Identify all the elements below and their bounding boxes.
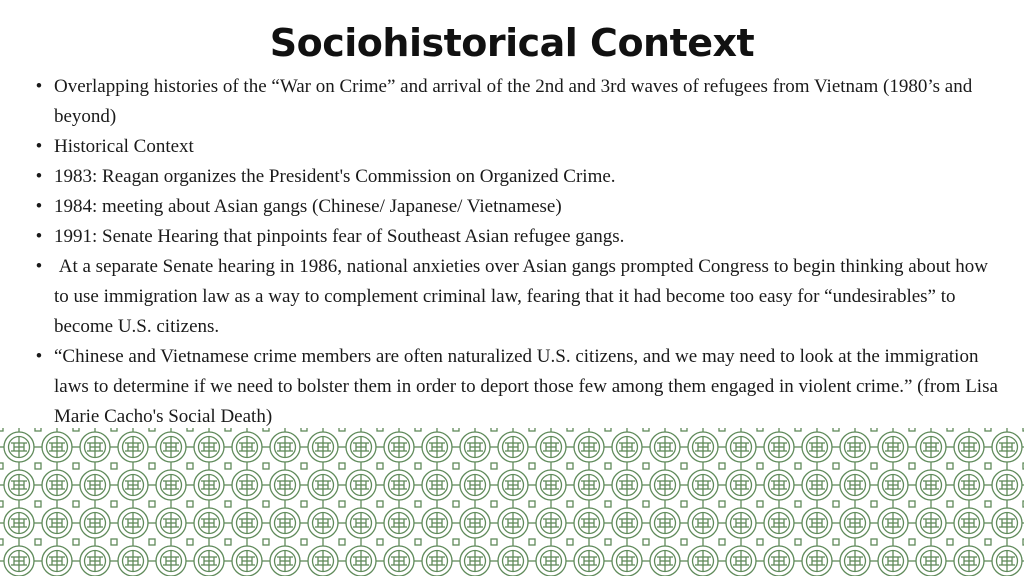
- bullet-dot-icon: •: [35, 256, 43, 277]
- bullet-text: 1983: Reagan organizes the President's Commission on Organized Crime.: [54, 166, 616, 187]
- bullet-item: [30, 222, 1000, 252]
- bullet-text: 1984: meeting about Asian gangs (Chinese/ Japanese/ Vietnamese): [54, 196, 562, 217]
- bullet-list: [30, 72, 1000, 432]
- bullet-text: Overlapping histories of the “War on Crime” and arrival of the 2nd and 3rd waves of refugees from Vietnam (1980’s and beyond): [54, 76, 973, 127]
- medallion-pattern-icon: [0, 428, 1024, 576]
- bullet-item: [30, 132, 1000, 162]
- bullet-dot-icon: •: [35, 346, 43, 367]
- bullet-item: [30, 252, 1000, 342]
- bullet-item: [30, 72, 1000, 132]
- bullet-dot-icon: •: [35, 136, 43, 157]
- bullet-text: “Chinese and Vietnamese crime members are often naturalized U.S. citizens, and we may need to look at the immigration laws to determine if we need to bolster them in order to deport those few among them engaged in violent crime.” (from Lisa Marie Cacho's Social Death): [54, 346, 998, 427]
- bullet-dot-icon: •: [35, 196, 43, 217]
- bullet-text: 1991: Senate Hearing that pinpoints fear of Southeast Asian refugee gangs.: [54, 226, 625, 247]
- bullet-item: [30, 192, 1000, 222]
- bullet-item: [30, 162, 1000, 192]
- bullet-dot-icon: •: [35, 166, 43, 187]
- bullet-text: At a separate Senate hearing in 1986, national anxieties over Asian gangs prompted Congress to begin thinking about how to use immigration law as a way to complement criminal law, fearing that it had become too easy for “undesirables” to become U.S. citizens.: [54, 256, 993, 337]
- bullet-dot-icon: •: [35, 226, 43, 247]
- bullet-item: [30, 342, 1000, 432]
- slide-title: Sociohistorical Context: [269, 21, 755, 65]
- bullet-text: Historical Context: [54, 136, 194, 157]
- decorative-pattern-band: [0, 428, 1024, 576]
- bullet-dot-icon: •: [35, 76, 43, 97]
